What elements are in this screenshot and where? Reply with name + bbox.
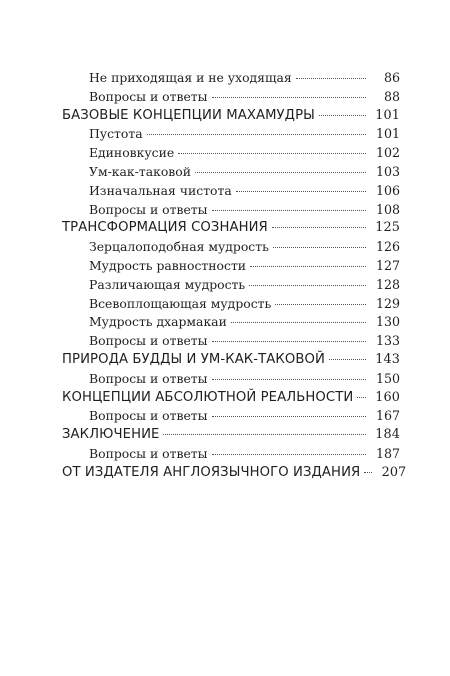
toc-title: ПРИРОДА БУДДЫ И УМ-КАК-ТАКОВОЙ: [62, 351, 325, 367]
toc-page: 106: [375, 182, 400, 198]
dot-leader: [212, 454, 367, 455]
toc-entry[interactable]: [62, 125, 400, 144]
toc-chapter[interactable]: [62, 389, 400, 408]
toc-page: 150: [375, 370, 400, 386]
toc-title: Зерцалоподобная мудрость: [89, 239, 269, 255]
toc-chapter[interactable]: [62, 426, 400, 445]
toc-page: 126: [375, 239, 400, 255]
dot-leader: [212, 97, 367, 98]
toc-page: 167: [375, 408, 400, 424]
toc-title: Изначальная чистота: [89, 182, 232, 198]
toc-title: Мудрость дхармакаи: [89, 314, 227, 330]
toc-page: 143: [375, 351, 400, 367]
dot-leader: [250, 266, 366, 267]
toc-entry[interactable]: [62, 69, 400, 88]
toc-title: Различающая мудрость: [89, 276, 246, 292]
toc-chapter[interactable]: [62, 464, 407, 483]
toc-entry[interactable]: [62, 163, 400, 182]
dot-leader: [357, 397, 366, 398]
toc-chapter[interactable]: [62, 351, 400, 370]
toc-page: 160: [375, 389, 400, 405]
toc-entry[interactable]: [62, 332, 400, 351]
toc-page: 127: [375, 257, 400, 273]
dot-leader: [212, 379, 367, 380]
dot-leader: [163, 434, 366, 435]
toc-page: 102: [375, 145, 400, 161]
toc-page: 129: [375, 295, 400, 311]
toc-entry[interactable]: [62, 182, 400, 201]
toc-entry[interactable]: [62, 295, 400, 314]
toc-title: КОНЦЕПЦИИ АБСОЛЮТНОЙ РЕАЛЬНОСТИ: [62, 389, 354, 405]
toc-entry[interactable]: [62, 144, 400, 163]
toc-page: 103: [375, 163, 400, 179]
toc-title: Пустота: [89, 126, 143, 142]
dot-leader: [273, 247, 366, 248]
dot-leader: [147, 134, 366, 135]
toc-page: 207: [381, 464, 407, 480]
toc-page: 184: [375, 427, 400, 443]
dot-leader: [212, 416, 367, 417]
toc-chapter[interactable]: [62, 219, 400, 238]
dot-leader: [329, 359, 366, 360]
toc-page: 130: [375, 314, 400, 330]
toc-page: 128: [375, 276, 400, 292]
toc-entry[interactable]: [62, 201, 400, 220]
dot-leader: [272, 227, 366, 228]
toc-title: Вопросы и ответы: [89, 88, 208, 104]
toc-page: 101: [375, 126, 400, 142]
toc-page: 88: [383, 88, 400, 104]
dot-leader: [296, 78, 366, 79]
toc-entry[interactable]: [62, 370, 400, 389]
dot-leader: [236, 191, 366, 192]
toc-title: ТРАНСФОРМАЦИЯ СОЗНАНИЯ: [62, 220, 268, 236]
toc-page: 125: [375, 220, 400, 236]
toc-entry[interactable]: [62, 88, 400, 107]
dot-leader: [178, 153, 366, 154]
toc-title: Вопросы и ответы: [89, 408, 208, 424]
toc-title: Вопросы и ответы: [89, 445, 208, 461]
table-of-contents: [62, 69, 407, 483]
dot-leader: [195, 172, 366, 173]
toc-title: Не приходящая и не уходящая: [89, 70, 292, 85]
dot-leader: [231, 322, 366, 323]
toc-page: 133: [375, 333, 400, 349]
toc-title: Вопросы и ответы: [89, 201, 208, 217]
toc-title: Мудрость равностности: [89, 257, 247, 273]
toc-entry[interactable]: [62, 313, 400, 332]
toc-title: Всевоплощающая мудрость: [89, 295, 272, 311]
toc-title: Вопросы и ответы: [89, 370, 208, 386]
dot-leader: [364, 472, 372, 473]
toc-entry[interactable]: [62, 276, 400, 295]
toc-page: 86: [383, 70, 400, 85]
dot-leader: [249, 285, 366, 286]
toc-page: 101: [375, 107, 400, 123]
toc-entry[interactable]: [62, 238, 400, 257]
dot-leader: [275, 304, 366, 305]
toc-page: 108: [375, 201, 400, 217]
toc-entry[interactable]: [62, 257, 400, 276]
toc-title: ЗАКЛЮЧЕНИЕ: [62, 427, 160, 443]
toc-title: Ум-как-таковой: [89, 163, 191, 179]
toc-entry[interactable]: [62, 445, 400, 464]
toc-title: Единовкусие: [89, 145, 175, 161]
toc-title: ОТ ИЗДАТЕЛЯ АНГЛОЯЗЫЧНОГО ИЗДАНИЯ: [62, 464, 361, 480]
toc-title: БАЗОВЫЕ КОНЦЕПЦИИ МАХАМУДРЫ: [62, 107, 315, 123]
dot-leader: [212, 341, 367, 342]
dot-leader: [212, 210, 367, 211]
toc-chapter[interactable]: [62, 107, 400, 126]
toc-page: 187: [375, 445, 400, 461]
toc-entry[interactable]: [62, 407, 400, 426]
dot-leader: [319, 115, 366, 116]
toc-title: Вопросы и ответы: [89, 333, 208, 349]
